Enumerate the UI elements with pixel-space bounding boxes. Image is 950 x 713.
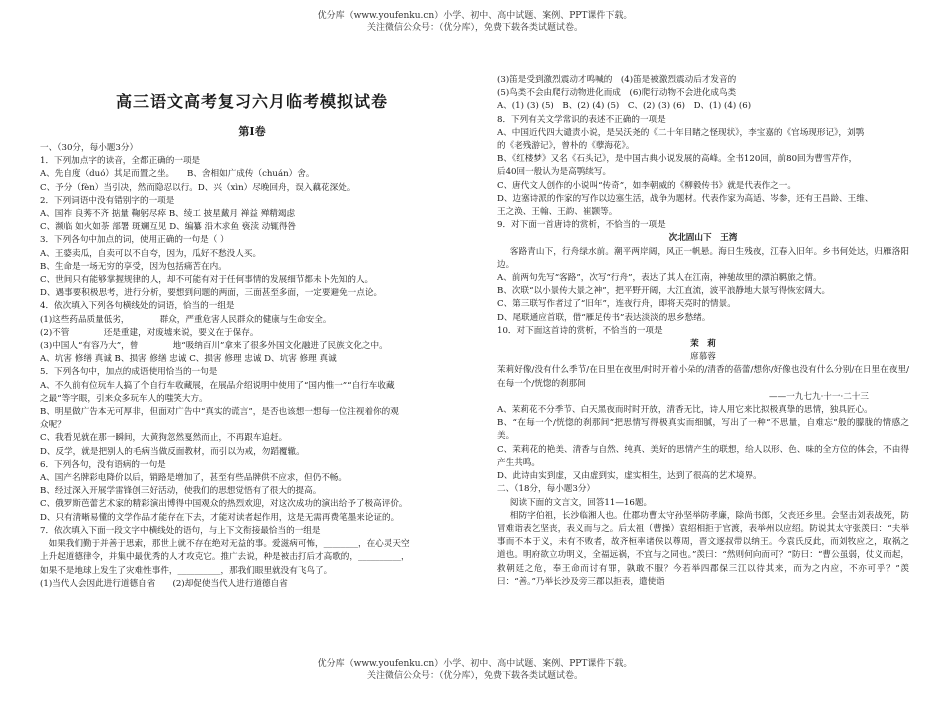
- question-line: A、先自度（duó）其足而置之坐。 B、舍相如广成传（chuán）舍。: [40, 169, 315, 180]
- question-line: C、世间只有能够掌握规律的人，却不可能有对于任何事情的发展细节都未卜先知的人。: [40, 275, 374, 286]
- question-line: D、遇事要积极思考，进行分析，要想到问题的两面，三面甚至多面，一定要避免一点论。: [40, 288, 383, 299]
- poem2-author: 席慕蓉: [690, 352, 716, 363]
- right-body: [497, 74, 909, 232]
- question-line: 如果不是地球上发生了灾难性事件，__________，那我们眼里就没有飞鸟了。: [40, 565, 333, 576]
- poem1-options: [497, 272, 909, 338]
- footer-line-1: 优分库（www.youfenku.cn）小学、初中、高中试题、案例、PPT课件下载。: [317, 659, 633, 669]
- question-line: 7．依次填入下面一段文字中横线处的语句，与上下文衔接最恰当的一组是: [40, 525, 321, 536]
- exam-title: 高三语文高考复习六月临考模拟试卷: [115, 92, 388, 111]
- question-line: (3)笛是受到激烈震动才鸣喊的 (4)笛是被激烈震动后才发音的: [497, 75, 737, 85]
- poem2-title: 茉 莉: [690, 339, 716, 350]
- question-line: 9．对下面一首唐诗的赏析，不恰当的一项是: [497, 220, 666, 231]
- question-line: D、只有清晰易懂的文学作品才能存在下去，才能对读者起作用，这是无需再费笔墨来论证的。: [40, 512, 400, 523]
- question-line: 众呢？: [40, 420, 66, 431]
- question-line: A、中国近代四大谴责小说，是吴沃尧的《二十年目睹之怪现状》，李宝嘉的《官场现形记》，刘鹗: [497, 127, 865, 138]
- section2-heading: 二、（18分，每小题3分）: [497, 484, 596, 495]
- question-line: 之最”等字眼，引来众多玩车人的嗤笑大方。: [40, 393, 208, 404]
- page-footer: [0, 658, 950, 682]
- option-line: B、次联“以小景传大景之神”，把平野开阔，大江直流，波平浪静地大景写得恢宏阔大。: [497, 286, 831, 297]
- poem2-date: ——一九七九·十一·二十三: [769, 391, 869, 402]
- question-line: A、坑害 修缮 真诚 B、损害 修缮 忠诚 C、损害 修理 忠诚 D、坑害 修理 真诚: [40, 354, 337, 365]
- question-line: B、经过深入开展学雷锋创三好活动，使我们的思想觉悟有了很大的提高。: [40, 486, 322, 497]
- question-line: 如果我们勤于并善于思索，那世上就不存在绝对无益的事。爱滋病可怖，________，在心灵天空: [40, 539, 410, 550]
- question-line: 3．下列各句中加点的词，使用正确的一句是（ ）: [40, 235, 229, 246]
- question-line: A、国祚 良莠不齐 掂量 鞠躬尽瘁 B、绫工 披星戴月 禅益 殚精竭虑: [40, 209, 296, 220]
- page-header: [0, 10, 950, 34]
- question-line: 一、（30分，每小题3分）: [40, 143, 139, 153]
- question-line: C、俄罗斯芭蕾艺术家的精彩演出博得中国观众的热烈欢迎，对这次成功的演出给予了极高评价。: [40, 499, 408, 510]
- question-line: (3)中国人“有容乃大”，曾 地“吸纳百川”拿来了很多外国文化融进了民族文化之中。: [40, 341, 388, 352]
- volume-heading: 第Ⅰ卷: [238, 125, 266, 138]
- footer-line-2: 关注微信公众号：（优分库），免费下载各类试题试卷。: [366, 671, 583, 681]
- question-line: 的《老残游记》，曾朴的《孽海花》。: [497, 141, 635, 152]
- poem1-text: 客路青山下，行舟绿水前。潮平两岸阔，风正一帆悬。海日生残夜，江春入旧年。乡书何处达，归雁洛阳边。: [497, 246, 909, 270]
- option-line: C、茉莉花的艳美、清香与自然、纯真、美好的思情产生的联想，给人以形、色、味的全方位的体会，不由得产生共鸣。: [497, 444, 909, 468]
- question-line: 后40回一般认为是高鹗续写。: [497, 167, 612, 178]
- option-line: D、尾联通应首联，借“雁足传书”表达淡淡的思乡愁绪。: [497, 312, 711, 323]
- header-line-1: 优分库（www.youfenku.cn）小学、初中、高中试题、案例、PPT课件下载。: [317, 11, 633, 21]
- question-line: 8．下列有关文学常识的表述不正确的一项是: [497, 114, 666, 125]
- question-line: A、王婆卖瓜，自卖可以不自夸，因为，瓜好不愁没人买。: [40, 248, 262, 259]
- option-line: C、第三联写作者过了“旧年”，连夜行舟，即将天亮时的情景。: [497, 299, 736, 310]
- question-line: 4．依次填入下列各句横线处的词语，恰当的一组是: [40, 301, 235, 312]
- question-line: 1．下列加点字的读音，全都正确的一项是: [40, 156, 201, 167]
- question-line: D、反学，就是把别人的毛病当做反面教材，而引以为戒，勿蹈覆辙。: [40, 446, 305, 457]
- question-line: C、予分（fèn）当引决，然而隐忍以行。D、兴（xìn）尽晚回舟，误入藕花深处。: [40, 182, 356, 193]
- poem2-text: 茉莉好像/没有什么季节/在日里在夜里/时时开着小朵的/清香的蓓蕾/想你/好像也没有什么分别/在日里在夜里/在每一个/恍惚的刹那间: [497, 365, 909, 389]
- left-body: [40, 142, 464, 591]
- option-line: A、茉莉花不分季节、白天黑夜而时时开放，清香无比，诗人用它来比拟极真挚的思情，独具匠心。: [497, 405, 873, 416]
- question-line: 2．下列词语中没有错别字的一项是: [40, 195, 175, 206]
- question-line: B、《红楼梦》又名《石头记》，是中国古典小说发展的高峰。全书120回，前80回为曹雪芹作，: [497, 154, 858, 165]
- section2-passage: 相防字伯祖，长沙临湘人也。仕郡功曹太守孙坚举防孝廉，除尚书郎，父丧还乡里。会坚击刘表战死，防冒难诣表乞坚丧，表义而与之。后太祖（曹操）袁绍相拒于官渡，表举州以应绍。防说其太守张羡曰：“夫举事而不本于义，未有不败者，故齐桓率诸侯以尊周，晋文逐叔带以纳王。今袁氏反此，而刘牧应之，取祸之道也。明府欲立功明义，全福远祸，不宜与之同也。”羡曰：“然则何向而可？”防曰：“曹公虽弱，仗义而起，救朝廷之危，奉王命而讨有罪，孰敢不服？今若举四郡保三江以待其来，而为之内应，不亦可乎？”羡曰：“善。”乃举长沙及旁三郡以拒表，遣使诣: [497, 510, 909, 587]
- section2-intro: 阅读下面的文言文，回答11—16题。: [509, 497, 653, 508]
- option-line: 10．对下面这首诗的赏析，不恰当的一项是: [497, 325, 663, 336]
- question-line: C、濒临 如火如荼 部署 斑斓互见 D、编纂 沿木求鱼 亵渎 动辄得咎: [40, 222, 297, 233]
- question-line: A、(1) (3) (5) B、(2) (4) (5) C、(2) (3) (6) D、(1) (4) (6): [497, 101, 752, 112]
- question-line: (5)鸟类不会由爬行动物进化而成 (6)爬行动物不会进化成鸟类: [497, 88, 737, 99]
- question-line: 6．下列各句，没有语病的一句是: [40, 459, 166, 470]
- option-line: A、前两句先写“客路”，次写“行舟”，表达了其人在江南，神驰故里的漂泊羁旅之情。: [497, 273, 822, 284]
- question-line: A、国产名牌彩电降价以后，销路是增加了，甚至有些品牌供不应求，但仍不畅。: [40, 473, 347, 484]
- question-line: A、不久前有位玩车人搞了个自行车收藏展，在展品介绍说明中使用了“国内惟一”“自行车收藏: [40, 380, 395, 391]
- question-line: B、生命是一场无穷的享受，因为包括痛苦在内。: [40, 261, 227, 272]
- header-line-2: 关注微信公众号：（优分库），免费下载各类试题试卷。: [366, 23, 583, 33]
- question-line: C、唐代文人创作的小说叫“传奇”，如李朝威的《柳毅传书》就是代表作之一。: [497, 180, 796, 191]
- question-line: (1)这些药品质量低劣， 群众，严重危害人民群众的健康与生命安全。: [40, 314, 332, 325]
- question-line: C、我看见就在那一瞬间，大黄狗忽然戛然而止，不再跟车追赶。: [40, 433, 288, 444]
- poem1-title: 次北固山下 王湾: [668, 233, 738, 244]
- right-column: [497, 74, 909, 589]
- question-line: D、边塞诗派的作家的写作以边塞生活，战争为题材。代表作家为高适、岑参，还有王昌龄、王维、: [497, 193, 874, 204]
- question-line: B、明星做广告本无可厚非，但面对广告中“真实的谎言”，是否也该想一想每一位注视着你的观: [40, 407, 399, 418]
- option-line: B、“在每一个/恍惚的刹那间”把思情写得极真实而细腻，写出了一种“不思量，自难忘”般的朦胧的情感之美。: [497, 418, 909, 442]
- question-line: 5．下列各句中，加点的成语使用恰当的一句是: [40, 367, 218, 378]
- question-line: (2)不管 还是重建，对废墟来说，要义在于保存。: [40, 327, 259, 338]
- poem2-options: [497, 404, 909, 483]
- option-line: D、此诗由实到虚，又由虚到实，虚实相生，达到了很高的艺术境界。: [497, 471, 762, 482]
- question-line: 王之涣、王翰、王韵、崔颢等。: [497, 207, 618, 218]
- question-line: (1)当代人会因此进行道德自省 (2)却促使当代人进行道德自省: [40, 578, 288, 589]
- left-column: [40, 92, 464, 591]
- question-line: 上升起道德律令，并集中最优秀的人才攻克它。推广去说，种是被击打后才高歌的，__________，: [40, 552, 410, 563]
